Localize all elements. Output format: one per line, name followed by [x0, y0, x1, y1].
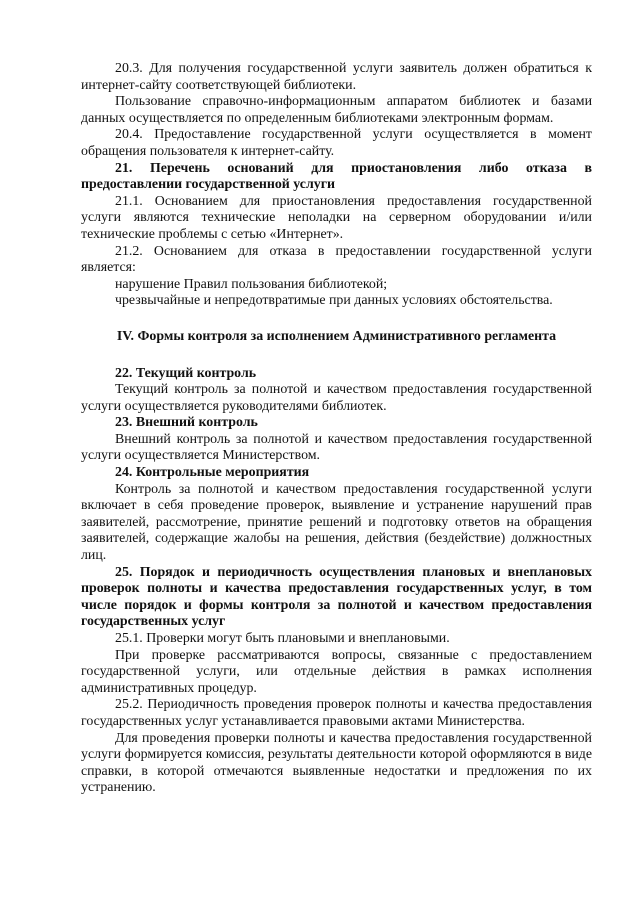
heading-25: 25. Порядок и периодичность осуществления плановых и внеплановых проверок полноты и качества предоставления государственных услуг, в том числе порядок и формы контроля за полнотой и качеством предоставления государственных услуг [81, 564, 592, 630]
heading-21: 21. Перечень оснований для приостановления либо отказа в предоставлении государственной услуги [81, 160, 592, 193]
paragraph-commission: Для проведения проверки полноты и качества предоставления государственной услуги формируется комиссия, результаты деятельности которой оформляются в виде справки, в которой отмечаются выявленные недостатки и предложения по их устранению. [81, 730, 592, 796]
paragraph-23: Внешний контроль за полнотой и качеством предоставления государственной услуги осуществляется Министерством. [81, 431, 592, 464]
paragraph-21-2: 21.2. Основанием для отказа в предоставлении государственной услуги является: [81, 243, 592, 276]
list-item: нарушение Правил пользования библиотекой; [115, 276, 388, 292]
heading-24: 24. Контрольные мероприятия [115, 465, 310, 481]
paragraph-20-4: 20.4. Предоставление государственной услуги осуществляется в момент обращения пользователя к интернет-сайту. [81, 127, 592, 159]
paragraph-24: Контроль за полнотой и качеством предоставления государственной услуги включает в себя проведение проверок, выявление и устранение нарушений прав заявителей, рассмотрение, принятие решений и подготовку ответов на обращения заявителей, содержащие жалобы на решения, действия (бездействие) должностных лиц. [81, 481, 592, 564]
paragraph-reference-databases: Пользование справочно-информационным аппаратом библиотек и базами данных осуществляется по определенным библиотеками электронным формам. [81, 94, 592, 126]
paragraph-22: Текущий контроль за полнотой и качеством предоставления государственной услуги осуществляется руководителями библиотек. [81, 382, 592, 414]
list-item: чрезвычайные и непредотвратимые при данных условиях обстоятельства. [115, 293, 553, 309]
paragraph-25-2: 25.2. Периодичность проведения проверок полноты и качества предоставления государственных услуг устанавливается правовыми актами Министерства. [81, 697, 592, 729]
paragraph-inspection-questions: При проверке рассматриваются вопросы, связанные с предоставлением государственной услуги, или отдельные действия в рамках исполнения административных процедур. [81, 647, 592, 696]
paragraph-21-1: 21.1. Основанием для приостановления предоставления государственной услуги являются технические неполадки на серверном оборудовании и/или технические проблемы с сетью «Интернет». [81, 193, 592, 242]
paragraph-20-3: 20.3. Для получения государственной услуги заявитель должен обратиться к интернет-сайту соответствующей библиотеки. [81, 61, 592, 93]
section-heading-iv: IV. Формы контроля за исполнением Административного регламента [116, 328, 557, 344]
heading-22: 22. Текущий контроль [115, 365, 257, 381]
paragraph-25-1: 25.1. Проверки могут быть плановыми и внеплановыми. [115, 631, 450, 646]
heading-23: 23. Внешний контроль [115, 415, 258, 431]
